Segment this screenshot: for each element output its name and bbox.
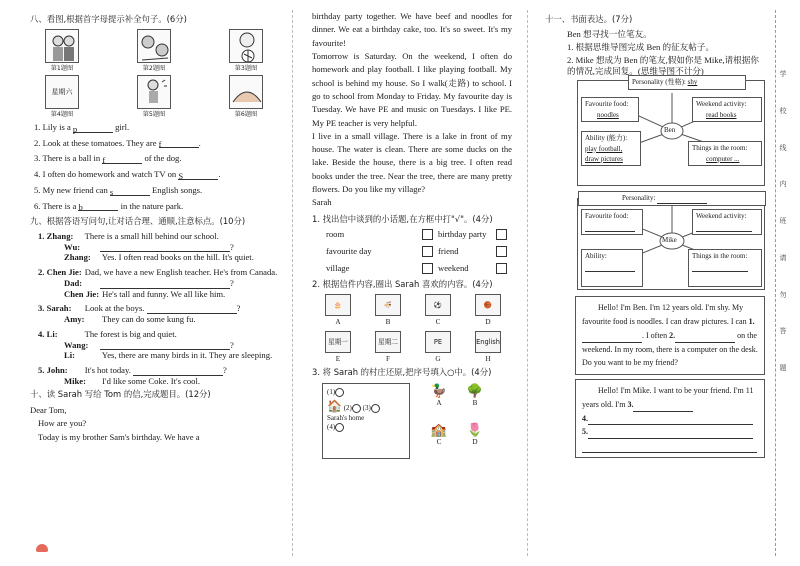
map-option-b: 🌳 B	[460, 383, 490, 420]
s8-line-3: 3. There is a ball in f of the dog.	[34, 153, 182, 166]
option-f[interactable]: 星期二 F	[374, 331, 402, 364]
dialog-3: 3. Sarah: Look at the boys. ? Amy: They can do some kung fu.	[38, 303, 241, 325]
s8-line-5: 5. My new friend can s English songs.	[34, 184, 203, 197]
calendar-icon: 星期一	[325, 331, 351, 353]
mike-center: Mike	[662, 236, 677, 245]
bridge-image	[229, 75, 263, 109]
map-options	[424, 383, 490, 459]
tomato-image	[137, 29, 171, 63]
answer-circle[interactable]	[371, 404, 380, 413]
picture-row-2	[30, 75, 278, 119]
option-h[interactable]: English H	[474, 331, 502, 364]
column-left	[30, 14, 278, 444]
option-d[interactable]: 🏀 D	[474, 294, 502, 327]
checkbox-friend[interactable]	[496, 246, 507, 257]
q1-title: 1. 找出信中谈到的小话题,在方框中打"√"。(4分)	[312, 213, 493, 224]
mike-personality: Personality:	[578, 191, 766, 205]
answer-circle[interactable]	[335, 423, 344, 432]
column-right	[545, 14, 765, 458]
section-9-dialogs	[30, 231, 278, 387]
girl-image	[45, 29, 79, 63]
mike-food: Favourite food:	[581, 209, 643, 235]
section-8-lines	[30, 122, 278, 211]
picture-5	[136, 75, 172, 119]
letter-greeting: Dear Tom,	[30, 404, 67, 415]
dialog-4: 4. Li: The forest is big and quiet. Wang: ? Li: Yes, there are many birds in it. They are sleeping.	[38, 328, 273, 361]
section-9-title: 九、根据答语写问句,让对话合理、通顺,注意标点。(10分)	[30, 216, 246, 227]
letter-blank-6[interactable]	[582, 444, 757, 453]
letter-para-2: Tomorrow is Saturday. On the weekend, I often do homework and play football. I like playing football. My school is behind my house. So I walk(走路) to school. I go to school from Monday to Friday. My favourite day is Tuesday. We have PE and music on Tuesdays. I like PE. My PE teacher is very helpful.	[312, 50, 512, 128]
section-11-title: 十一、书面表达。(7分)	[545, 14, 633, 24]
option-a[interactable]: 🎂 A	[324, 294, 352, 327]
mike-activity-input[interactable]	[696, 223, 752, 232]
instruction-2: 2. Mike 想成为 Ben 的笔友,假如你是 Mike,请根据你的情况,完成回复。(思维导图不计分)	[567, 54, 759, 76]
map-option-c: 🏫 C	[424, 422, 454, 459]
dialog-2: 2. Chen Jie: Dad, we have a new English teacher. He's from Canada. Dad: ? Chen Jie: He's tall and funny. We all like him.	[38, 267, 278, 299]
ben-room: Things in the room: computer ...	[688, 141, 762, 165]
option-g[interactable]: PE G	[424, 331, 452, 364]
caption-3: 第3题图	[234, 64, 258, 72]
answer-blank[interactable]: b	[78, 202, 118, 211]
mike-room-input[interactable]	[692, 263, 748, 272]
checkbox-weekend[interactable]	[496, 263, 507, 274]
checkbox-village[interactable]	[422, 263, 433, 274]
picture-1	[44, 29, 80, 73]
letter-para-1a: Today is my brother Sam's birthday. We have a	[38, 431, 200, 442]
column-middle	[312, 10, 512, 459]
q3-title: 3. 将 Sarah 的村庄还原,把序号填入○中。(4分)	[312, 366, 492, 377]
answer-blank[interactable]: s	[110, 187, 150, 196]
binding-margin: 学 校 线 内 班 请 勿 答 题	[779, 70, 787, 372]
checkbox-room[interactable]	[422, 229, 433, 240]
question-blank[interactable]	[147, 305, 237, 314]
picture-row-1	[30, 29, 278, 73]
image-row-1	[324, 294, 502, 327]
letter-para-1b: birthday party together. We have beef and noodles for dinner. We eat a birthday cake, too. It's so sweet. It's my favourite!	[312, 11, 512, 48]
letter-blank-3[interactable]	[633, 403, 693, 412]
calendar-icon: 星期二	[375, 331, 401, 353]
question-blank[interactable]	[100, 341, 230, 350]
question-blank[interactable]	[100, 243, 230, 252]
football-icon: ⚽	[425, 294, 451, 316]
letter-blank-2[interactable]	[675, 334, 735, 343]
dialog-1: 1. Zhang: There is a small hill behind our school. Wu: ? Zhang: Yes. I often read books on the hill. It's quiet.	[38, 230, 254, 263]
map-option-a: 🦆 A	[424, 383, 454, 420]
answer-blank[interactable]: S	[178, 171, 218, 180]
flowers-icon: 🌷	[466, 422, 484, 438]
ben-center: Ben	[664, 126, 676, 135]
option-c[interactable]: ⚽ C	[424, 294, 452, 327]
basketball-icon: 🏀	[475, 294, 501, 316]
village-map-box: (1) 🏠 (2) (3) Sarah's home (4)	[322, 383, 410, 459]
answer-circle[interactable]	[352, 404, 361, 413]
column-divider	[292, 10, 293, 556]
ben-personality: Personality (性格): shy	[628, 75, 746, 89]
pe-sign-icon: PE	[425, 331, 451, 353]
ben-ability: Ability (能力): play football, draw pictures	[581, 131, 641, 165]
checkbox-favourite-day[interactable]	[422, 246, 433, 257]
picture-2	[136, 29, 172, 73]
caption-4: 第4题图	[50, 111, 74, 119]
s8-line-6: 6. There is a b in the nature park.	[34, 200, 184, 213]
caption-5: 第5题图	[142, 111, 166, 119]
section-10-title: 十、读 Sarah 写给 Tom 的信,完成题目。(12分)	[30, 389, 211, 400]
checkbox-birthday-party[interactable]	[496, 229, 507, 240]
ben-food: Favourite food: noodles	[581, 97, 639, 121]
corner-logo-icon	[36, 544, 48, 552]
picture-6	[228, 75, 264, 119]
map-option-d: 🌷 D	[460, 422, 490, 459]
answer-blank[interactable]: p	[73, 124, 113, 133]
mike-ability: Ability:	[581, 249, 643, 287]
letter-blank-1[interactable]	[582, 334, 642, 343]
noodles-icon: 🍜	[375, 294, 401, 316]
q2-title: 2. 根据信件内容,圈出 Sarah 喜欢的内容。(4分)	[312, 279, 493, 290]
mike-letter: Hello! I'm Mike. I want to be your friend. I'm 11 years old. I'm 3. 4. 5.	[575, 379, 765, 458]
building-icon: 🏫	[430, 422, 448, 438]
dialog-5: 5. John: It's hot today. ? Mike: I'd like some Coke. It's cool.	[38, 364, 227, 386]
village-map	[322, 383, 512, 459]
intro-text: Ben 想寻找一位笔友。	[567, 28, 652, 39]
mike-room: Things in the room:	[688, 249, 762, 287]
mike-ability-input[interactable]	[585, 263, 635, 272]
s8-line-2: 2. Look at these tomatoes. They are f .	[34, 137, 201, 150]
caption-1: 第1题图	[50, 64, 74, 72]
mike-personality-input[interactable]	[657, 195, 707, 204]
option-b[interactable]: 🍜 B	[374, 294, 402, 327]
image-row-2	[324, 331, 502, 364]
calendar-image: 星期六	[45, 75, 79, 109]
ben-letter: Hello! I'm Ben. I'm 12 years old. I'm shy. My favourite food is noodles. I can draw pictures. I can 1.. I often 2. on the weekend. In my room, there is a computer on the desk. Do you want to be my friend?	[575, 296, 765, 375]
letter-sign: Sarah	[312, 197, 332, 208]
english-sign-icon: English	[475, 331, 501, 353]
singing-girl-image	[137, 75, 171, 109]
house-icon: 🏠	[327, 399, 342, 414]
dog-ball-image	[229, 29, 263, 63]
option-e[interactable]: 星期一 E	[324, 331, 352, 364]
ducks-icon: 🦆	[430, 383, 448, 399]
ben-mind-map	[577, 80, 765, 186]
question-blank[interactable]	[100, 280, 230, 289]
topic-checklist: room birthday party favourite day friend village weekend	[326, 229, 512, 274]
cake-icon: 🎂	[325, 294, 351, 316]
answer-circle[interactable]	[335, 388, 344, 397]
answer-blank[interactable]: f	[159, 139, 199, 148]
caption-6: 第6题图	[234, 111, 258, 119]
letter-how: How are you?	[38, 418, 87, 429]
mike-food-input[interactable]	[585, 223, 635, 232]
instruction-1: 1. 根据思维导图完成 Ben 的征友帖子。	[567, 42, 715, 53]
ben-activity: Weekend activity: read books	[692, 97, 762, 121]
section-8-title: 八、看图,根据首字母提示补全句子。(6分)	[30, 14, 187, 24]
picture-3	[228, 29, 264, 73]
question-blank[interactable]	[133, 367, 223, 376]
answer-blank[interactable]: f	[102, 155, 142, 164]
letter-para-3: I live in a small village. There is a lake in front of my house. The water is clean. There are some ducks on the lake. Beside the house, there is a big tree. I often read books under the tree. Near the tree, there are many pretty flowers. Do you like my village?	[312, 130, 512, 195]
letter-blank-4[interactable]	[588, 416, 753, 425]
s8-line-4: 4. I often do homework and watch TV on S .	[34, 169, 221, 181]
mike-mind-map	[577, 194, 765, 290]
caption-2: 第2题图	[142, 64, 166, 72]
column-divider	[527, 10, 528, 556]
mike-activity: Weekend activity:	[692, 209, 762, 235]
picture-4	[44, 75, 80, 119]
letter-blank-5[interactable]	[588, 430, 753, 439]
s8-line-1: 1. Lily is a p girl.	[34, 122, 130, 134]
tree-icon: 🌳	[466, 383, 484, 399]
